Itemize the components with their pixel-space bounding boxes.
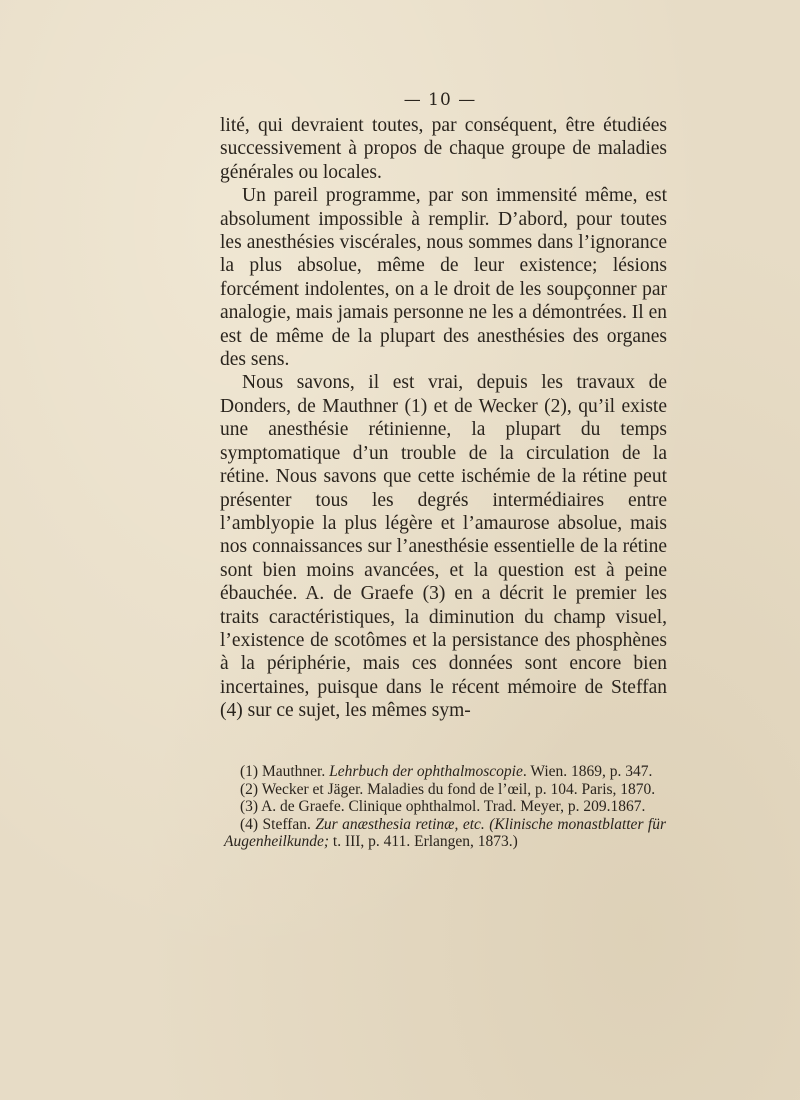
footnote-mark: (1) bbox=[240, 763, 259, 780]
footnotes bbox=[224, 763, 666, 851]
page-number: — 10 — bbox=[403, 90, 477, 110]
footnote-1 bbox=[224, 763, 666, 781]
paragraph-2: Un pareil programme, par son immensité même, est absolument impossible à remplir. D’abord, pour toutes les anesthésies viscérales, nous sommes dans l’ignorance la plus absolue, même de leur existence; lésions forcément indolentes, on a le droit de les soupçonner par analogie, mais jamais personne ne les a démontrées. Il en est de même de la plupart des anesthésies des organes des sens. bbox=[220, 185, 667, 371]
footnote-title: Zur anæsthesia retinæ, etc. (Klinische monastblatter für Augenheilkunde; bbox=[224, 815, 666, 850]
footnote-mark: (3) bbox=[240, 798, 259, 815]
footnote-mark: (4) bbox=[240, 815, 259, 833]
footnote-title: Lehrbuch der ophthalmoscopie bbox=[329, 763, 523, 780]
footnote-text: Steffan. bbox=[262, 815, 316, 833]
footnote-mark: (2) bbox=[240, 780, 259, 798]
footnote-text-end: t. III, p. 411. Erlangen, 1873.) bbox=[329, 833, 518, 850]
footnote-3 bbox=[224, 798, 666, 816]
footnote-2 bbox=[224, 781, 666, 799]
footnote-text: Wecker et Jäger. Maladies du fond de l’œil, p. 104. Paris, 1870. bbox=[261, 780, 656, 798]
body-text bbox=[220, 114, 667, 723]
footnote-text-end: . Wien. 1869, p. 347. bbox=[522, 763, 653, 780]
footnote-4 bbox=[224, 816, 666, 851]
footnote-text: Mauthner. bbox=[261, 763, 330, 780]
paragraph-1: lité, qui devraient toutes, par conséquent, être étudiées successivement à propos de chaque groupe de maladies générales ou locales. bbox=[220, 115, 667, 183]
paragraph-3: Nous savons, il est vrai, depuis les travaux de Donders, de Mauthner (1) et de Wecker (2), qu’il existe une anesthésie rétinienne, la plupart du temps symptomatique d’un trouble de la circulation de la rétine. Nous savons que cette ischémie de la rétine peut présenter tous les degrés intermédiaires entre l’amblyopie la plus légère et l’amaurose absolue, mais nos connaissances sur l’anesthésie essentielle de la rétine sont bien moins avancées, et la question est à peine ébauchée. A. de Graefe (3) en a décrit le premier les traits caractéristiques, la diminution du champ visuel, l’existence de scotômes et la persistance des phosphènes à la périphérie, mais ces données sont encore bien incertaines, puisque dans le récent mémoire de Steffan (4) sur ce sujet, les mêmes sym- bbox=[220, 372, 667, 722]
footnote-text: A. de Graefe. Clinique ophthalmol. Trad. Meyer, p. 209.1867. bbox=[261, 798, 646, 815]
